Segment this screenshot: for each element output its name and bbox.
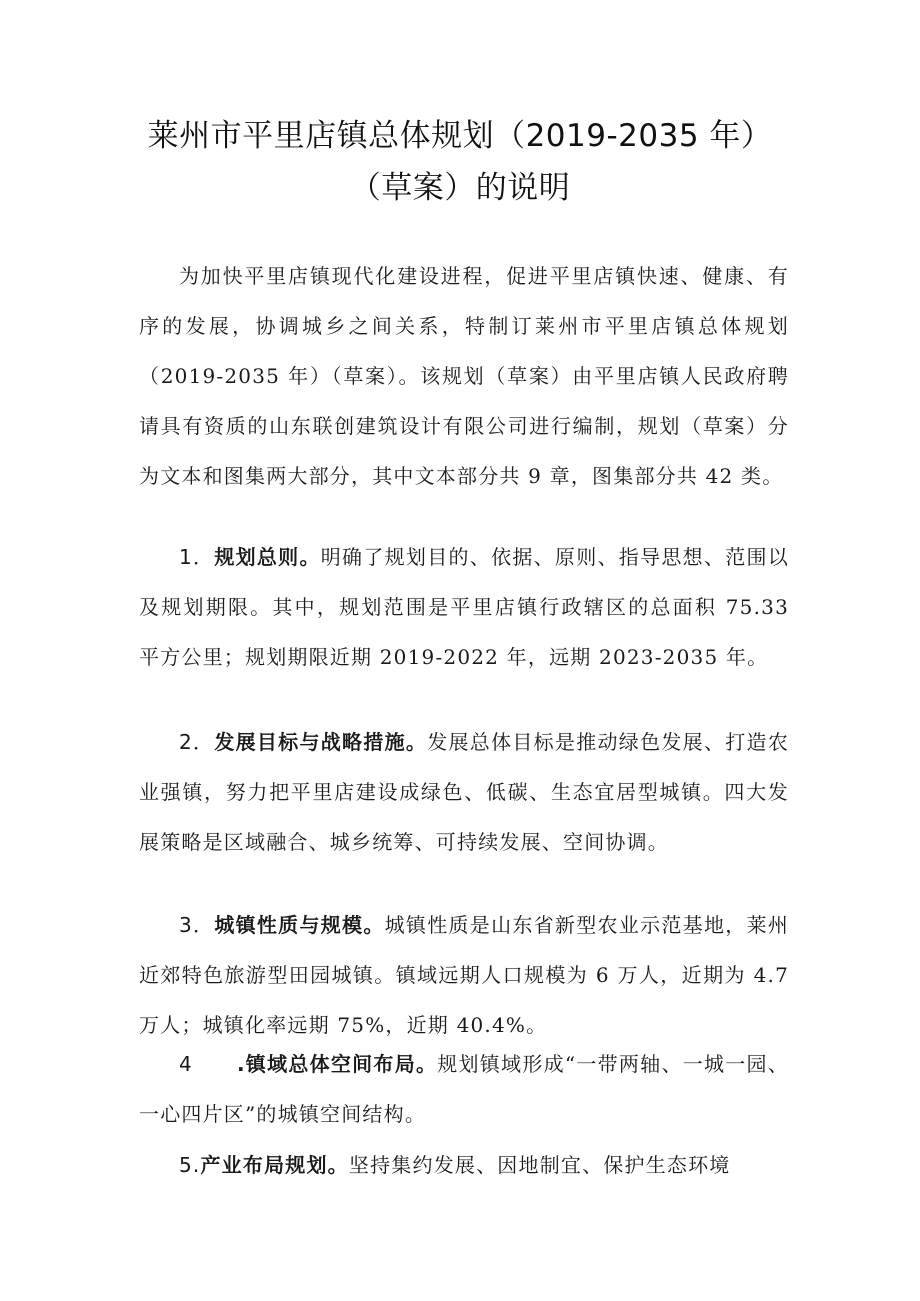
section-4-paragraph bbox=[139, 1039, 789, 1139]
section-number: 3． bbox=[179, 913, 215, 937]
section-text: 坚持集约发展、因地制宜、保护生态环境 bbox=[348, 1153, 731, 1177]
section-text: 发展总体目标是推动绿色发展、打造农业强镇，努力把平里店建设成绿色、低碳、生态宜居型城镇。四大发展策略是区域融合、城乡统筹、可持续发展、空间协调。 bbox=[139, 730, 790, 854]
section-number: 4 bbox=[179, 1052, 193, 1076]
intro-paragraph bbox=[139, 251, 789, 501]
section-heading: 城镇性质与规模。 bbox=[214, 913, 385, 937]
section-text: 规划镇域形成“一带两轴、一城一园、一心四片区”的城镇空间结构。 bbox=[139, 1052, 789, 1126]
section-heading: 发展目标与战略措施。 bbox=[214, 730, 428, 754]
section-number: 2． bbox=[179, 730, 215, 754]
section-heading: .镇域总体空间布局。 bbox=[236, 1052, 438, 1076]
paragraph-text: 为加快平里店镇现代化建设进程，促进平里店镇快速、健康、有序的发展，协调城乡之间关系，特制订莱州市平里店镇总体规划（2019-2035 年）（草案）。该规划（草案）由平里店镇人民政府聘请具有资质的山东联创建筑设计有限公司进行编制，规划（草案）分为文本和图集两大部分，其中文本部分共 9 章，图集部分共 42 类。 bbox=[139, 264, 789, 488]
document-title-line-1: 莱州市平里店镇总体规划（2019-2035 年） bbox=[147, 118, 773, 154]
section-text: 明确了规划目的、依据、原则、指导思想、范围以及规划期限。其中，规划范围是平里店镇行政辖区的总面积 75.33 平方公里；规划期限近期 2019-2022 年，远期 2023-2035 年。 bbox=[139, 545, 790, 669]
section-heading: 规划总则。 bbox=[214, 545, 321, 569]
document-title-line-2: （草案）的说明 bbox=[349, 170, 571, 206]
section-text: 城镇性质是山东省新型农业示范基地，莱州近郊特色旅游型田园城镇。镇域远期人口规模为 6 万人，近期为 4.7 万人；城镇化率远期 75%，近期 40.4%。 bbox=[139, 913, 790, 1037]
section-number: 1． bbox=[179, 545, 215, 569]
section-3-paragraph bbox=[139, 900, 789, 1050]
section-number: 5. bbox=[179, 1153, 201, 1177]
section-1-paragraph bbox=[139, 532, 789, 682]
section-5-paragraph bbox=[139, 1140, 789, 1190]
section-heading: 产业布局规划。 bbox=[200, 1153, 349, 1177]
section-2-paragraph bbox=[139, 717, 789, 867]
